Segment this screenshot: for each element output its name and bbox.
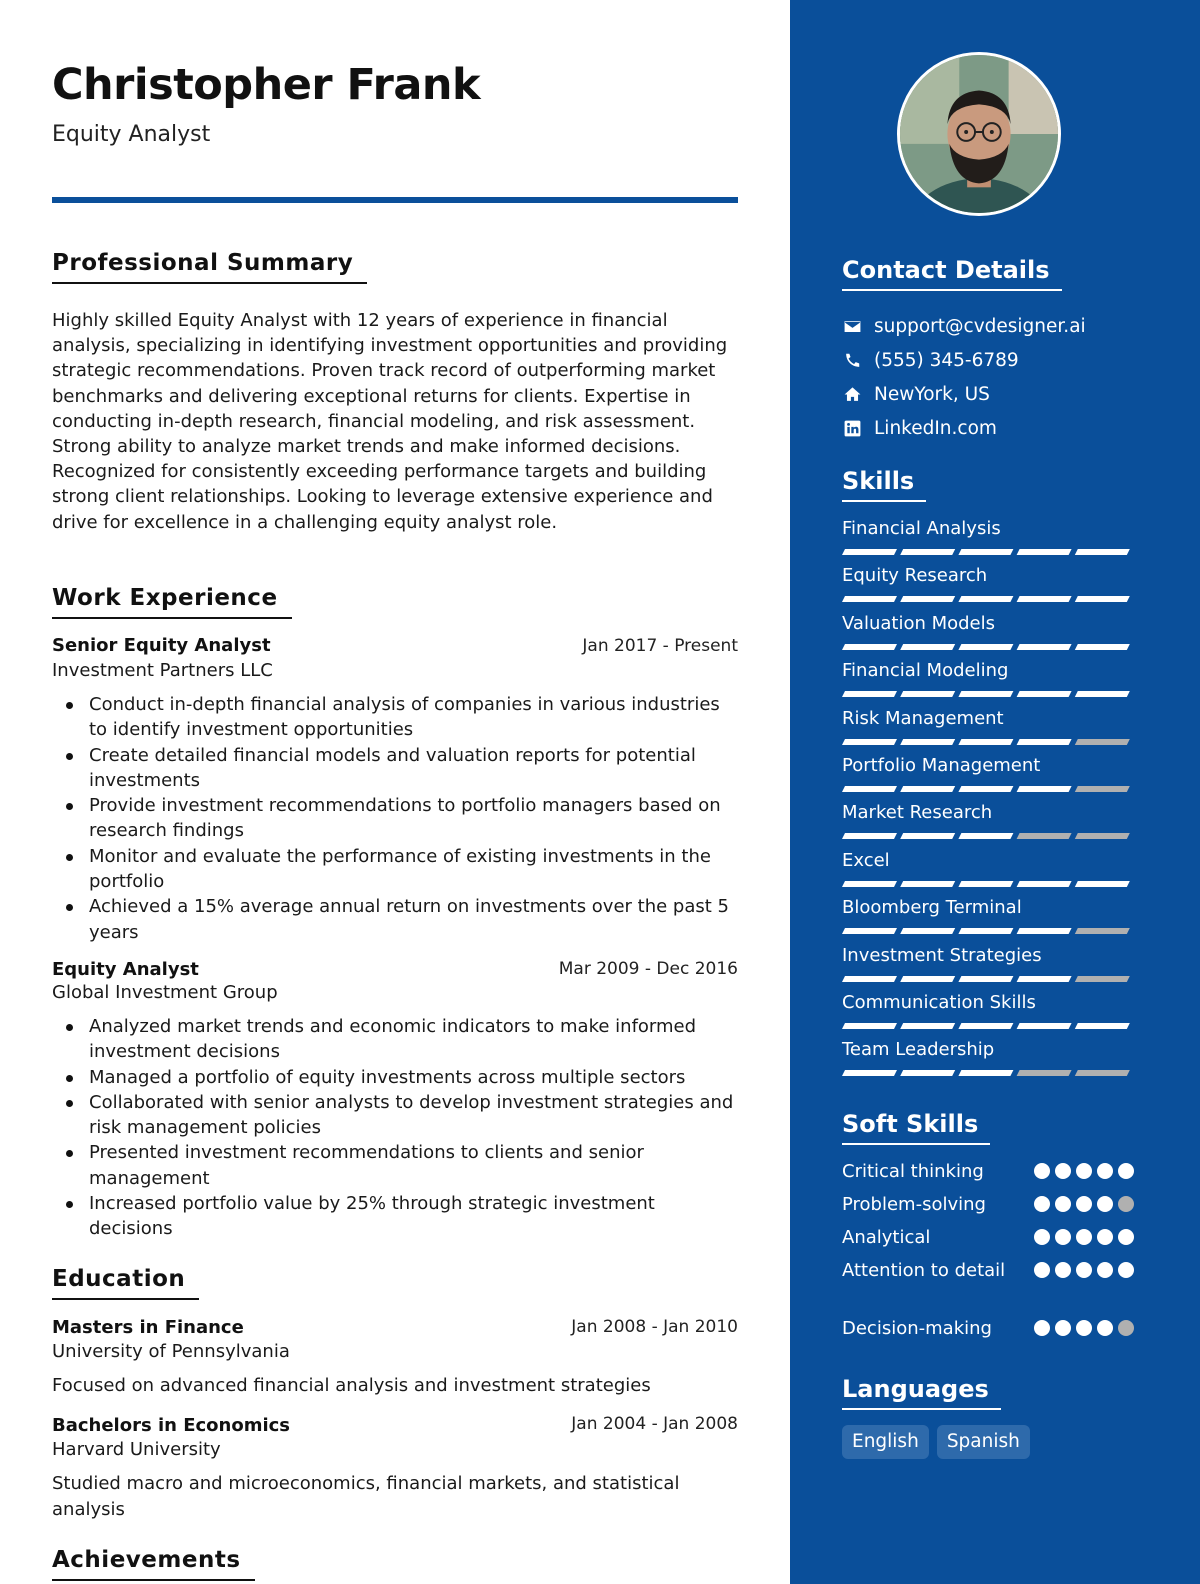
degree-description: Focused on advanced financial analysis and investment strategies: [52, 1375, 651, 1396]
skill-name: Team Leadership: [842, 1039, 995, 1061]
skill-level-bar: [842, 1070, 1134, 1078]
skill-level-segment: [842, 691, 897, 697]
job-bullets: [52, 692, 738, 945]
soft-skill-name: Analytical: [842, 1227, 931, 1248]
job-bullet: Presented investment recommendations to clients and senior management: [52, 1140, 738, 1191]
soft-skill-name: Decision-making: [842, 1318, 992, 1339]
language-chip: English: [842, 1425, 929, 1459]
experience-heading: Work Experience: [52, 585, 292, 619]
rating-dot: [1097, 1229, 1113, 1245]
rating-dot: [1097, 1163, 1113, 1179]
summary-heading: Professional Summary: [52, 250, 367, 284]
skill-level-segment: [1075, 644, 1130, 650]
soft-skill-rating: [1034, 1163, 1139, 1179]
skill-level-segment: [958, 881, 1013, 887]
rating-dot: [1076, 1163, 1092, 1179]
skill-level-segment: [842, 786, 897, 792]
job-title: Equity Analyst: [52, 959, 199, 980]
skill-level-segment: [1017, 928, 1072, 934]
skill-level-segment: [1017, 691, 1072, 697]
skill-level-segment: [842, 881, 897, 887]
skill-level-bar: [842, 928, 1134, 936]
rating-dot: [1034, 1196, 1050, 1212]
candidate-name: Christopher Frank: [52, 60, 481, 110]
school-name: Harvard University: [52, 1439, 221, 1460]
skill-level-segment: [1075, 1070, 1130, 1076]
rating-dot: [1034, 1163, 1050, 1179]
contact-text: LinkedIn.com: [874, 417, 997, 439]
contact-heading: Contact Details: [842, 256, 1062, 291]
skill-level-segment: [900, 786, 955, 792]
skill-level-bar: [842, 596, 1134, 604]
job-bullet: Collaborated with senior analysts to develop investment strategies and risk management policies: [52, 1090, 738, 1141]
profile-photo-illustration: [900, 55, 1058, 213]
skill-level-segment: [1017, 881, 1072, 887]
job-bullet: Conduct in-depth financial analysis of companies in various industries to identify investment opportunities: [52, 692, 738, 743]
rating-dot: [1097, 1262, 1113, 1278]
languages-heading: Languages: [842, 1375, 1001, 1410]
job-dates: Mar 2009 - Dec 2016: [558, 959, 738, 979]
skill-level-segment: [900, 644, 955, 650]
skill-level-bar: [842, 881, 1134, 889]
skill-level-segment: [900, 596, 955, 602]
skill-name: Excel: [842, 849, 890, 871]
contact-text: NewYork, US: [874, 383, 990, 405]
languages-list: [842, 1425, 1038, 1459]
skill-level-segment: [958, 928, 1013, 934]
skill-name: Portfolio Management: [842, 755, 1041, 776]
skill-name: Equity Research: [842, 565, 988, 587]
home-icon: [842, 384, 862, 404]
skill-level-bar: [842, 691, 1134, 699]
skill-level-segment: [900, 928, 955, 934]
rating-dot: [1118, 1196, 1134, 1212]
degree-description: Studied macro and microeconomics, financial markets, and statistical analysis: [52, 1473, 680, 1520]
rating-dot: [1055, 1163, 1071, 1179]
rating-dot: [1118, 1320, 1134, 1336]
profile-photo: [897, 52, 1061, 216]
job-dates: Jan 2017 - Present: [582, 636, 738, 656]
skill-level-segment: [1075, 739, 1130, 745]
skill-level-segment: [842, 928, 897, 934]
skill-level-segment: [1017, 786, 1072, 792]
rating-dot: [1076, 1262, 1092, 1278]
rating-dot: [1034, 1229, 1050, 1245]
skill-level-bar: [842, 833, 1134, 841]
skill-level-bar: [842, 1023, 1134, 1031]
rating-dot: [1055, 1196, 1071, 1212]
skill-level-segment: [958, 1023, 1013, 1029]
skill-level-segment: [958, 739, 1013, 745]
summary-text: Highly skilled Equity Analyst with 12 years of experience in financial analysis, specializing in identifying investment opportunities and providing strategic recommendations. Proven track record of outperforming market benchmarks and delivering exceptional returns for clients. Expertise in conducting in-depth research, financial modeling, and risk assessment. Strong ability to analyze market trends and make informed decisions. Recognized for consistently exceeding performance targets and building strong client relationships. Looking to leverage extensive experience and drive for excellence in a challenging equity analyst role.: [52, 310, 728, 533]
soft-skill-rating: [1034, 1262, 1139, 1278]
rating-dot: [1118, 1163, 1134, 1179]
candidate-title: Equity Analyst: [52, 122, 211, 147]
skill-level-bar: [842, 739, 1134, 747]
job-bullet: Analyzed market trends and economic indicators to make informed investment decisions: [52, 1014, 738, 1065]
degree-dates: Jan 2004 - Jan 2008: [571, 1414, 738, 1434]
skill-level-segment: [1075, 976, 1130, 982]
skill-level-bar: [842, 976, 1134, 984]
contact-text: (555) 345-6789: [874, 349, 1019, 371]
linkedin-icon: [842, 418, 862, 438]
skill-level-bar: [842, 549, 1134, 557]
sidebar: [790, 0, 1200, 1584]
skill-name: Bloomberg Terminal: [842, 897, 1022, 919]
skill-level-segment: [900, 1070, 955, 1076]
rating-dot: [1076, 1229, 1092, 1245]
skill-level-segment: [900, 1023, 955, 1029]
skill-level-segment: [842, 596, 897, 602]
soft-skills-heading: Soft Skills: [842, 1110, 990, 1145]
rating-dot: [1055, 1320, 1071, 1336]
soft-skill-rating: [1034, 1196, 1139, 1212]
skill-level-segment: [1017, 644, 1072, 650]
skill-level-segment: [1017, 976, 1072, 982]
skill-level-segment: [842, 549, 897, 555]
skill-level-segment: [900, 881, 955, 887]
rating-dot: [1034, 1320, 1050, 1336]
rating-dot: [1076, 1196, 1092, 1212]
soft-skill-name: Attention to detail: [842, 1260, 1006, 1281]
skill-level-bar: [842, 644, 1134, 652]
contact-location: [842, 382, 990, 406]
rating-dot: [1055, 1262, 1071, 1278]
contact-linkedin[interactable]: [842, 416, 997, 440]
rating-dot: [1055, 1229, 1071, 1245]
skill-level-segment: [1075, 881, 1130, 887]
skill-level-segment: [1017, 596, 1072, 602]
degree-title: Masters in Finance: [52, 1317, 244, 1338]
skill-level-segment: [1017, 1070, 1072, 1076]
job-bullet: Increased portfolio value by 25% through strategic investment decisions: [52, 1191, 738, 1242]
phone-icon: [842, 350, 862, 370]
skill-level-segment: [958, 1070, 1013, 1076]
language-chip: Spanish: [937, 1425, 1030, 1459]
skill-level-segment: [1017, 549, 1072, 555]
skill-level-segment: [900, 691, 955, 697]
rating-dot: [1076, 1320, 1092, 1336]
skill-level-segment: [1075, 691, 1130, 697]
soft-skill-rating: [1034, 1229, 1139, 1245]
skill-level-segment: [842, 739, 897, 745]
skill-level-segment: [958, 549, 1013, 555]
skill-level-segment: [1017, 739, 1072, 745]
skill-name: Risk Management: [842, 707, 1004, 729]
skill-level-segment: [900, 976, 955, 982]
job-bullet: Monitor and evaluate the performance of existing investments in the portfolio: [52, 844, 738, 895]
skill-level-segment: [958, 691, 1013, 697]
job-bullets: [52, 1014, 738, 1242]
skill-level-segment: [1075, 833, 1130, 839]
skill-level-segment: [958, 786, 1013, 792]
skill-level-segment: [1017, 1023, 1072, 1029]
rating-dot: [1118, 1262, 1134, 1278]
skill-level-segment: [958, 976, 1013, 982]
skill-level-segment: [958, 596, 1013, 602]
skill-level-segment: [1075, 549, 1130, 555]
header-divider: [52, 197, 738, 203]
rating-dot: [1118, 1229, 1134, 1245]
job-bullet: Achieved a 15% average annual return on investments over the past 5 years: [52, 894, 738, 945]
school-name: University of Pennsylvania: [52, 1341, 290, 1362]
job-bullet: Create detailed financial models and valuation reports for potential investments: [52, 743, 738, 794]
education-heading: Education: [52, 1266, 199, 1300]
rating-dot: [1097, 1320, 1113, 1336]
skill-level-segment: [900, 833, 955, 839]
skill-name: Market Research: [842, 802, 993, 824]
skill-level-segment: [1075, 1023, 1130, 1029]
skill-level-segment: [842, 976, 897, 982]
skill-level-segment: [958, 833, 1013, 839]
rating-dot: [1034, 1262, 1050, 1278]
soft-skill-rating: [1034, 1320, 1139, 1336]
job-title: Senior Equity Analyst: [52, 635, 271, 656]
contact-phone[interactable]: [842, 348, 1019, 372]
job-company: Global Investment Group: [52, 982, 278, 1003]
skill-level-segment: [1075, 928, 1130, 934]
skill-level-segment: [900, 549, 955, 555]
skill-name: Investment Strategies: [842, 944, 1042, 966]
soft-skill-name: Critical thinking: [842, 1161, 984, 1182]
degree-dates: Jan 2008 - Jan 2010: [571, 1317, 738, 1337]
skill-name: Communication Skills: [842, 992, 1036, 1013]
degree-title: Bachelors in Economics: [52, 1415, 291, 1436]
envelope-icon: [842, 316, 862, 336]
job-company: Investment Partners LLC: [52, 660, 273, 681]
achievements-heading: Achievements: [52, 1547, 255, 1581]
skill-level-segment: [842, 644, 897, 650]
skill-level-segment: [842, 1070, 897, 1076]
skill-level-segment: [1075, 786, 1130, 792]
skill-level-segment: [958, 644, 1013, 650]
skill-level-segment: [900, 739, 955, 745]
job-bullet: Provide investment recommendations to portfolio managers based on research findings: [52, 793, 738, 844]
skill-name: Financial Analysis: [842, 518, 1001, 539]
contact-text: support@cvdesigner.ai: [874, 315, 1086, 337]
skill-name: Valuation Models: [842, 612, 996, 634]
skill-level-bar: [842, 786, 1134, 794]
skill-name: Financial Modeling: [842, 660, 1009, 682]
soft-skill-name: Problem-solving: [842, 1194, 986, 1215]
job-bullet: Managed a portfolio of equity investments across multiple sectors: [52, 1065, 738, 1090]
skill-level-segment: [1017, 833, 1072, 839]
rating-dot: [1097, 1196, 1113, 1212]
skill-level-segment: [1075, 596, 1130, 602]
contact-email[interactable]: [842, 314, 1086, 338]
skills-heading: Skills: [842, 467, 926, 502]
skill-level-segment: [842, 833, 897, 839]
skill-level-segment: [842, 1023, 897, 1029]
